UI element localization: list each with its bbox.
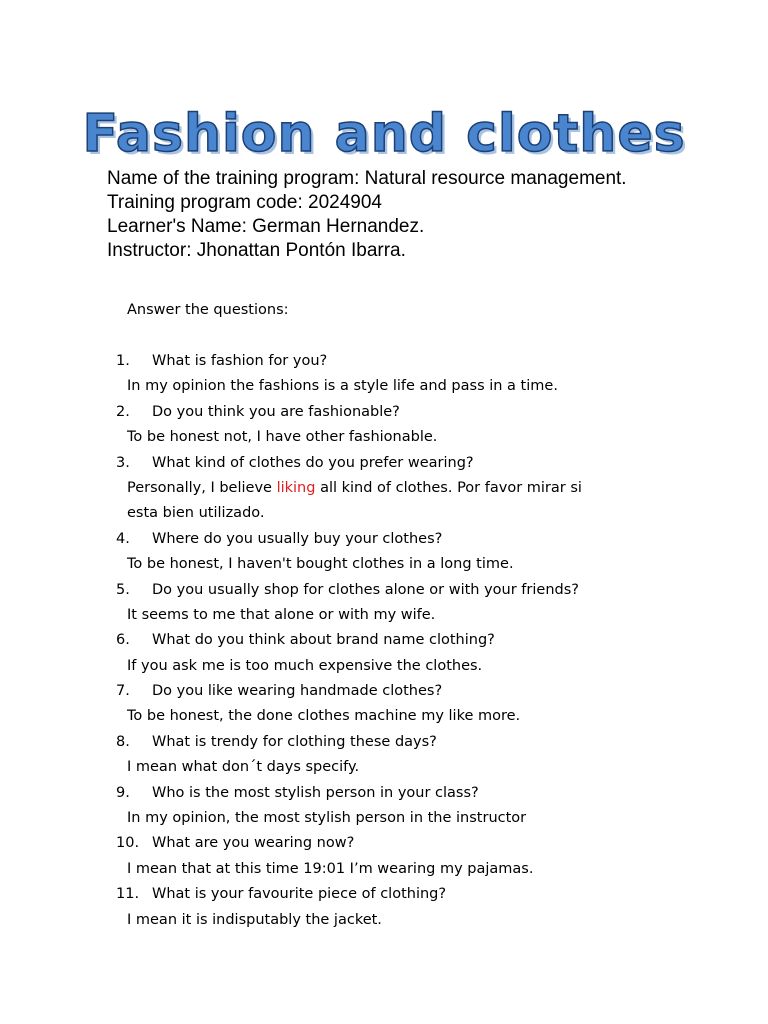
answer-text: To be honest not, I have other fashionable. [127, 429, 438, 446]
question-text: Do you usually shop for clothes alone or with your friends? [152, 581, 579, 598]
answer-row [0, 603, 768, 628]
question-text: Where do you usually buy your clothes? [152, 530, 443, 547]
answer-row [0, 374, 768, 399]
document-title: Fashion and clothes [82, 104, 686, 164]
question-text: What is your favourite piece of clothing? [152, 886, 447, 903]
answer-row [0, 704, 768, 729]
answer-text: I mean what don´t days specify. [127, 759, 360, 776]
question-number: 8. [116, 733, 130, 750]
instructions: Answer the questions: [127, 302, 289, 318]
question-text: Do you think you are fashionable? [152, 403, 400, 420]
answer-text: I mean it is indisputably the jacket. [127, 911, 382, 928]
question-row [0, 882, 768, 907]
answer-text: In my opinion the fashions is a style life and pass in a time. [127, 378, 558, 395]
question-number: 7. [116, 683, 130, 700]
learner-name: Learner's Name: German Hernandez. [107, 216, 425, 237]
answer-text: esta bien utilizado. [127, 505, 265, 522]
instructor-name: Instructor: Jhonattan Pontón Ibarra. [107, 240, 406, 261]
question-number: 3. [116, 454, 130, 471]
question-text: Who is the most stylish person in your class? [152, 784, 479, 801]
question-row [0, 527, 768, 552]
question-row [0, 400, 768, 425]
question-row [0, 730, 768, 755]
answer-text: In my opinion, the most stylish person in the instructor [127, 810, 527, 827]
question-number: 1. [116, 353, 130, 369]
answer-text: If you ask me is too much expensive the clothes. [127, 657, 483, 674]
answer-text: To be honest, I haven't bought clothes in a long time. [127, 556, 514, 573]
question-row [0, 349, 768, 374]
answer-row [0, 755, 768, 780]
answer-row [0, 476, 768, 501]
question-number: 9. [116, 784, 130, 801]
answer-text-after: all kind of clothes. Por favor mirar si [315, 479, 582, 496]
question-number: 11. [116, 886, 140, 903]
answer-text: It seems to me that alone or with my wife. [127, 606, 436, 623]
question-number: 5. [116, 581, 130, 598]
question-text: What is trendy for clothing these days? [152, 733, 437, 750]
answer-row [0, 552, 768, 577]
question-row [0, 578, 768, 603]
question-row [0, 451, 768, 476]
question-number: 10. [116, 835, 140, 852]
highlighted-word: liking [276, 479, 316, 496]
question-number: 2. [116, 403, 130, 420]
info-block [107, 167, 627, 263]
answer-text-before: Personally, I believe [127, 479, 277, 496]
answer-row [0, 654, 768, 679]
question-row [0, 628, 768, 653]
question-text: What is fashion for you? [152, 353, 328, 369]
question-row [0, 679, 768, 704]
answer-text: To be honest, the done clothes machine my like more. [127, 708, 521, 725]
question-number: 6. [116, 632, 130, 649]
answer-row [0, 908, 768, 933]
question-row [0, 781, 768, 806]
answer-row [0, 425, 768, 450]
answer-text [127, 476, 582, 501]
question-number: 4. [116, 530, 130, 547]
question-text: What kind of clothes do you prefer wearing? [152, 454, 474, 471]
question-text: What are you wearing now? [152, 835, 355, 852]
question-row [0, 831, 768, 856]
answer-row [0, 806, 768, 831]
answer-row-continued [0, 501, 768, 526]
program-name: Name of the training program: Natural resource management. [107, 168, 627, 189]
question-text: Do you like wearing handmade clothes? [152, 683, 443, 700]
question-text: What do you think about brand name clothing? [152, 632, 495, 649]
answer-text: I mean that at this time 19:01 I’m wearing my pajamas. [127, 860, 534, 877]
question-list [0, 349, 768, 933]
answer-row [0, 857, 768, 882]
program-code: Training program code: 2024904 [107, 192, 382, 213]
